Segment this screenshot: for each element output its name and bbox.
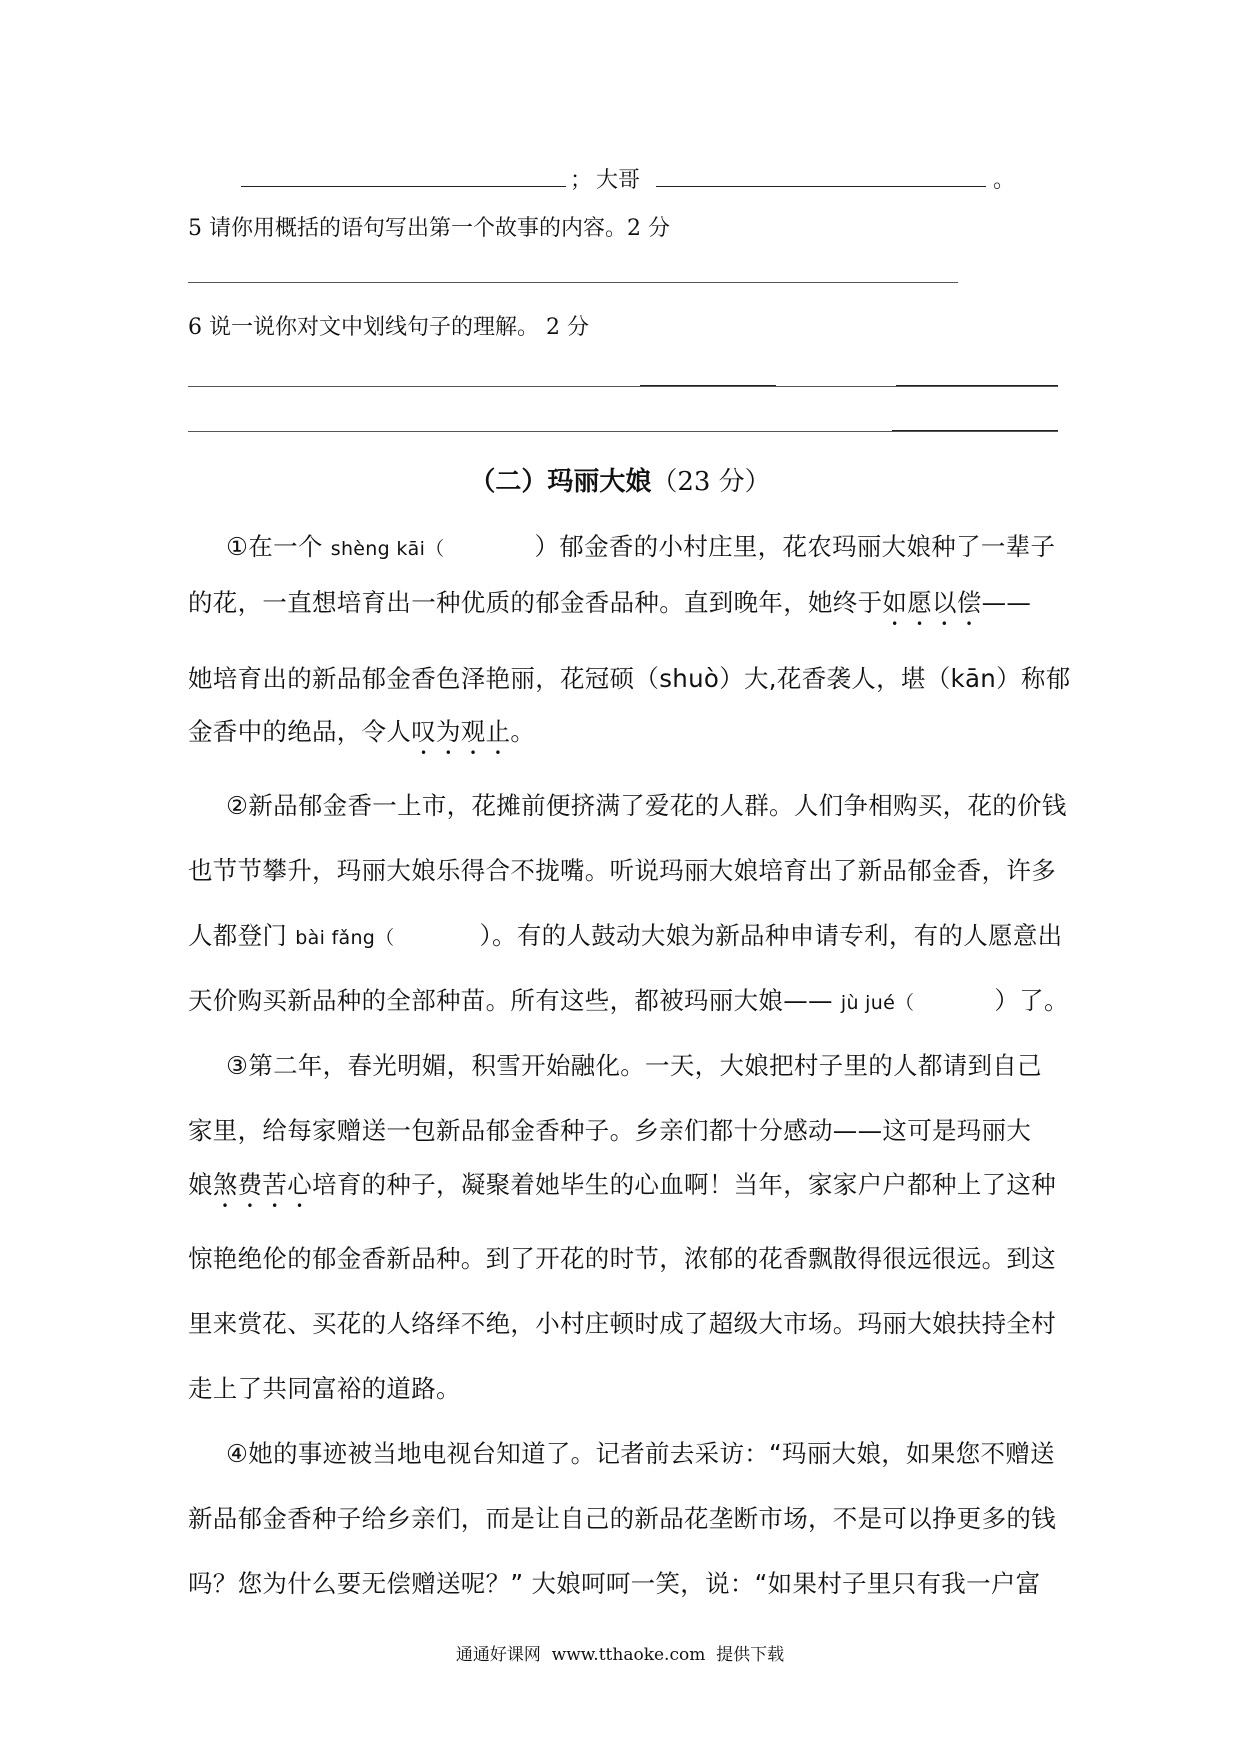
answer-line-q6-2[interactable]	[188, 431, 1058, 432]
p2-line-4-b: ）了。	[994, 986, 1069, 1015]
pinyin-jujue: jù jué（	[840, 992, 915, 1014]
p1-line-1-a: ①在一个	[226, 532, 331, 561]
dotted-word-ruyuanyichang: 如愿以偿	[882, 588, 982, 617]
pinyin-baifang: bài fǎng（	[295, 927, 395, 949]
p4-line-3: 吗？您为什么要无偿赠送呢？” 大娘呵呵一笑，说：“如果村子里只有我一户富	[188, 1569, 1041, 1598]
p1-line-4	[188, 713, 535, 760]
answer-line-q6-1[interactable]	[188, 386, 1058, 387]
p2-line-4	[188, 982, 1069, 1017]
p3-line-2: 家里，给每家赠送一包新品郁金香种子。乡亲们都十分感动——这可是玛丽大	[188, 1116, 1032, 1145]
question-5: 5 请你用概括的语句写出第一个故事的内容。2 分	[188, 216, 670, 241]
p3-line-1: ③第二年，春光明媚，积雪开始融化。一天，大娘把村子里的人都请到自己	[226, 1051, 1042, 1080]
question-6: 6 说一说你对文中划线句子的理解。 2 分	[188, 315, 589, 340]
answer-line-q6-1-solid-b	[896, 385, 1058, 386]
p3-line-3	[188, 1166, 1056, 1213]
section-title	[0, 461, 1240, 498]
answer-line-q6-1-solid-a	[640, 385, 776, 386]
p3-line-6: 走上了共同富裕的道路。	[188, 1374, 461, 1403]
p1-line-3: 她培育出的新品郁金香色泽艳丽，花冠硕（shuò）大,花香袭人，堪（kān）称郁	[188, 664, 1071, 693]
p2-line-1: ②新品郁金香一上市，花摊前便挤满了爱花的人群。人们争相购买，花的价钱	[226, 791, 1067, 820]
p1-line-2-a: 的花，一直想培育出一种优质的郁金香品种。直到晚年，她终于	[188, 588, 883, 617]
fill-label-dage: 大哥	[596, 168, 641, 193]
dotted-word-shafeikuxin: 煞费苦心	[212, 1170, 313, 1199]
p3-line-5: 里来赏花、买花的人络绎不绝，小村庄顿时成了超级大市场。玛丽大娘扶持全村	[188, 1309, 1056, 1338]
p1-line-4-b: 。	[510, 717, 536, 746]
answer-line-q6-2-solid	[892, 430, 1058, 431]
answer-blank-2[interactable]	[656, 186, 986, 187]
section-score: （23 分）	[651, 467, 771, 497]
p1-line-2-b: ——	[981, 588, 1032, 617]
answer-line-q5[interactable]	[188, 282, 958, 283]
answer-blank-1[interactable]	[241, 186, 566, 187]
fill-end: 。	[993, 168, 1016, 193]
p3-line-3-b: 培育的种子，凝聚着她毕生的心血啊！当年，家家户户都种上了这种	[312, 1170, 1057, 1199]
p4-line-1: ④她的事迹被当地电视台知道了。记者前去采访：“玛丽大娘，如果您不赠送	[226, 1439, 1055, 1468]
fill-separator: ；	[570, 168, 593, 193]
p1-line-2	[188, 584, 1031, 631]
p2-line-3-b: ）。有的人鼓动大娘为新品种申请专利，有的人愿意出	[479, 921, 1063, 950]
p1-line-1-b: ）郁金香的小村庄里，花农玛丽大娘种了一辈子	[534, 532, 1056, 561]
section-title-text: （二）玛丽大娘	[469, 467, 652, 497]
pinyin-shengkai: shèng kāi（	[330, 538, 445, 560]
p1-line-4-a: 金香中的绝品，令人	[188, 717, 412, 746]
page-footer: 通通好课网 www.tthaoke.com 提供下载	[455, 1645, 785, 1665]
p1-line-1	[226, 528, 1055, 563]
p2-line-4-a: 天价购买新品种的全部种苗。所有这些，都被玛丽大娘——	[188, 986, 841, 1015]
p2-line-3	[188, 917, 1062, 952]
p2-line-2: 也节节攀升，玛丽大娘乐得合不拢嘴。听说玛丽大娘培育出了新品郁金香，许多	[188, 856, 1056, 885]
p4-line-2: 新品郁金香种子给乡亲们，而是让自己的新品花垄断市场，不是可以挣更多的钱	[188, 1504, 1056, 1533]
p3-line-3-a: 娘	[188, 1170, 213, 1199]
p2-line-3-a: 人都登门	[188, 921, 296, 950]
dotted-word-tanweiguanzhi: 叹为观止	[411, 717, 511, 746]
p3-line-4: 惊艳绝伦的郁金香新品种。到了开花的时节，浓郁的花香飘散得很远很远。到这	[188, 1244, 1056, 1273]
